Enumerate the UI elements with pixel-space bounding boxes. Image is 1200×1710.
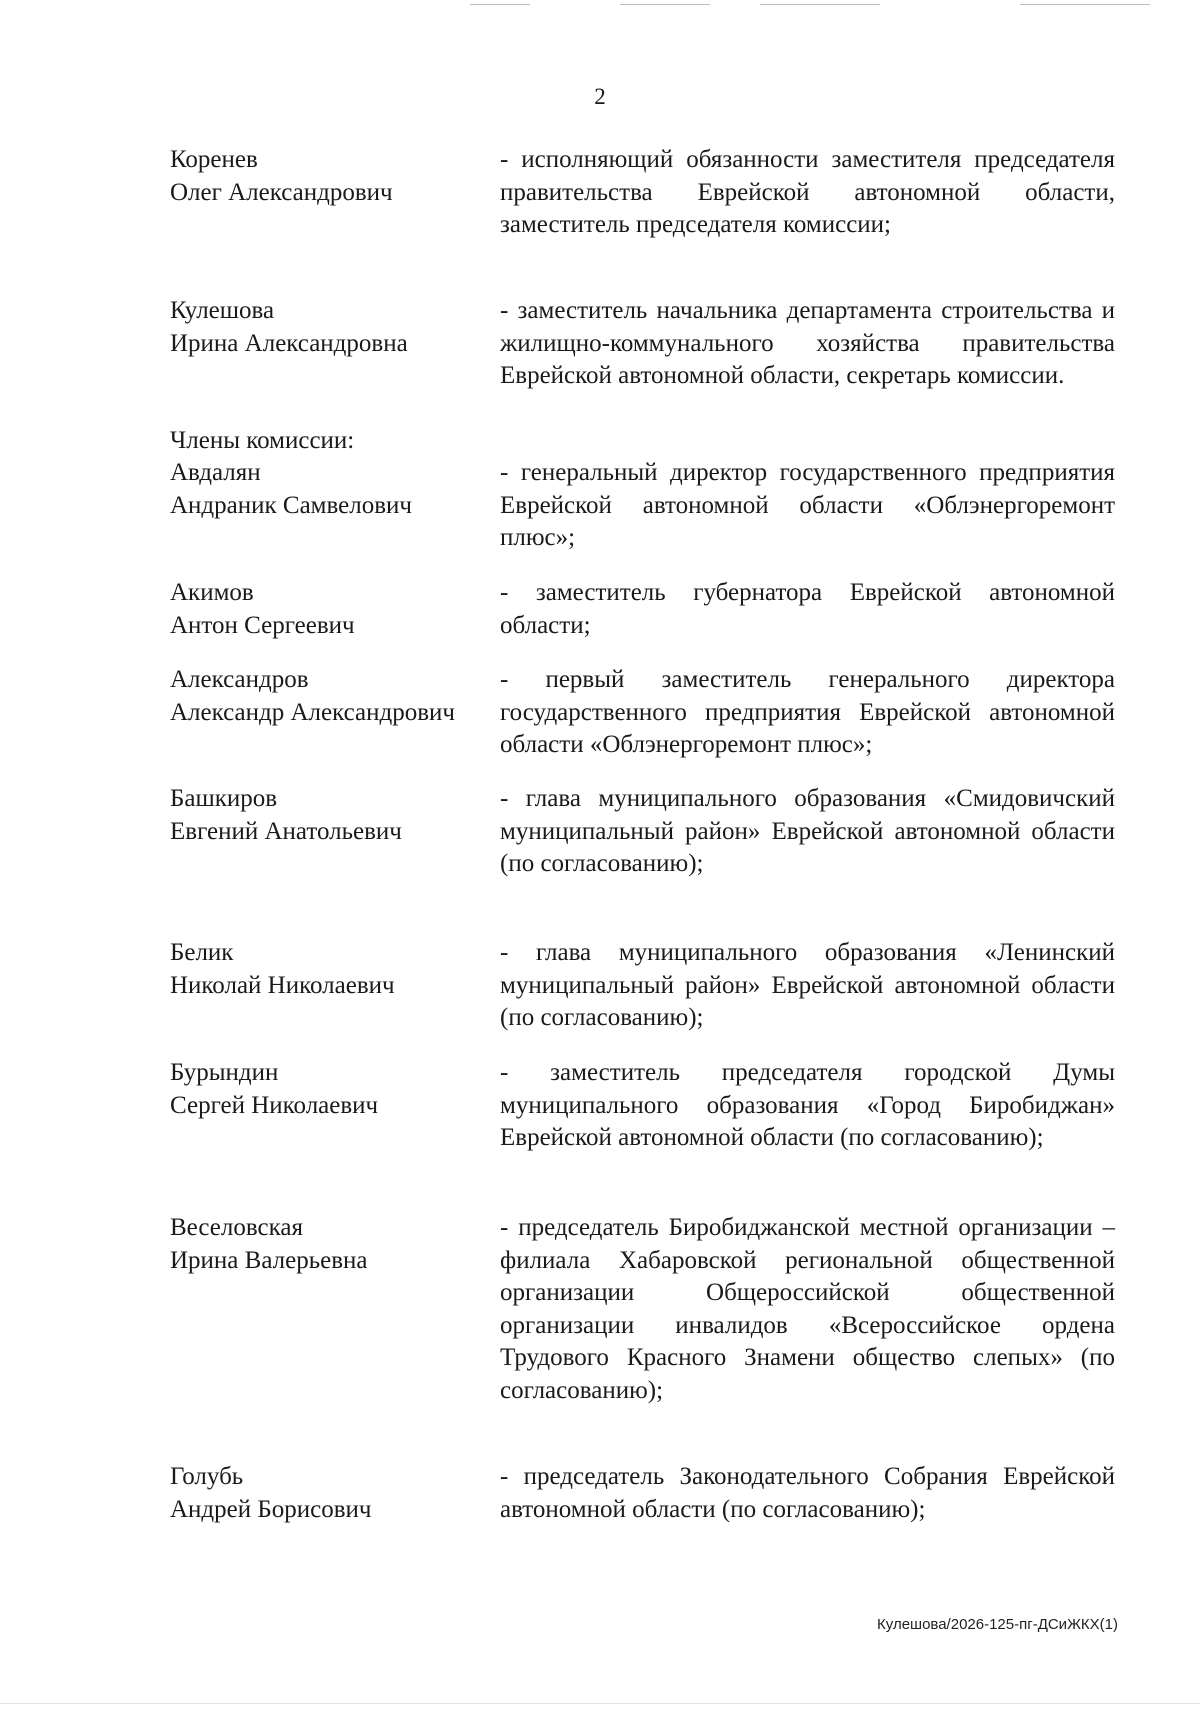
scan-artifact bbox=[1020, 4, 1150, 5]
member-name bbox=[170, 1212, 500, 1407]
member-surname: Акимов bbox=[170, 579, 254, 606]
member-surname: Авдалян bbox=[170, 459, 261, 486]
scan-artifact bbox=[760, 4, 880, 5]
member-surname: Александров bbox=[170, 666, 309, 693]
member-surname: Бурындин bbox=[170, 1059, 279, 1086]
member-role: - исполняющий обязанности заместителя председателя правительства Еврейской автономной области, заместитель председателя комиссии; bbox=[500, 146, 1115, 238]
commission-member bbox=[170, 1461, 1115, 1526]
member-surname: Кулешова bbox=[170, 297, 275, 324]
member-name bbox=[170, 664, 500, 762]
member-name bbox=[170, 937, 500, 1035]
member-given-name: Ирина Александровна bbox=[170, 329, 408, 357]
commission-member bbox=[170, 1212, 1115, 1407]
commission-member bbox=[170, 295, 1115, 393]
member-role: - заместитель председателя городской Думы муниципального образования «Город Биробиджан» Еврейской автономной области (по согласованию); bbox=[500, 1059, 1115, 1151]
member-given-name: Антон Сергеевич bbox=[170, 611, 355, 639]
commission-member bbox=[170, 783, 1115, 881]
commission-member bbox=[170, 664, 1115, 762]
commission-member bbox=[170, 937, 1115, 1035]
member-given-name: Ирина Валерьевна bbox=[170, 1246, 368, 1274]
member-given-name: Олег Александрович bbox=[170, 178, 393, 206]
page-number: 2 bbox=[594, 84, 606, 109]
member-given-name: Александр Александрович bbox=[170, 698, 455, 726]
member-given-name: Евгений Анатольевич bbox=[170, 817, 402, 845]
member-name bbox=[170, 577, 500, 642]
member-surname: Веселовская bbox=[170, 1214, 303, 1241]
scan-artifact bbox=[620, 4, 710, 5]
scan-artifact bbox=[470, 4, 530, 5]
member-surname: Башкиров bbox=[170, 785, 278, 812]
members-heading: Члены комиссии: bbox=[170, 427, 355, 454]
scan-artifact bbox=[0, 1703, 1200, 1704]
member-role: - заместитель губернатора Еврейской автономной области; bbox=[500, 579, 1115, 639]
member-given-name: Андрей Борисович bbox=[170, 1495, 372, 1523]
member-role: - первый заместитель генерального директора государственного предприятия Еврейской автономной области «Облэнергоремонт плюс»; bbox=[500, 666, 1115, 758]
member-surname: Голубь bbox=[170, 1463, 244, 1490]
member-surname: Белик bbox=[170, 939, 234, 966]
member-given-name: Сергей Николаевич bbox=[170, 1091, 379, 1119]
member-role: - председатель Законодательного Собрания Еврейской автономной области (по согласованию); bbox=[500, 1463, 1115, 1523]
member-role: - председатель Биробиджанской местной организации – филиала Хабаровской региональной общественной организации Общероссийской общественной организации инвалидов «Всероссийское ордена Трудового Красного Знамени общество слепых» (по согласованию); bbox=[500, 1214, 1115, 1404]
member-name bbox=[170, 1461, 500, 1526]
commission-member bbox=[170, 457, 1115, 555]
member-name bbox=[170, 295, 500, 393]
document-reference-code: Кулешова/2026-125-пг-ДСиЖКХ(1) bbox=[877, 1616, 1118, 1633]
member-role: - глава муниципального образования «Смидовичский муниципальный район» Еврейской автономной области (по согласованию); bbox=[500, 785, 1115, 877]
member-role: - глава муниципального образования «Ленинский муниципальный район» Еврейской автономной области (по согласованию); bbox=[500, 939, 1115, 1031]
member-name bbox=[170, 1057, 500, 1155]
member-role: - генеральный директор государственного предприятия Еврейской автономной области «Облэнергоремонт плюс»; bbox=[500, 459, 1115, 551]
member-given-name: Андраник Самвелович bbox=[170, 491, 412, 519]
commission-member bbox=[170, 144, 1115, 242]
member-name bbox=[170, 457, 500, 555]
commission-member bbox=[170, 577, 1115, 642]
commission-member bbox=[170, 1057, 1115, 1155]
member-name bbox=[170, 144, 500, 242]
member-role: - заместитель начальника департамента строительства и жилищно-коммунального хозяйства правительства Еврейской автономной области, секретарь комиссии. bbox=[500, 297, 1115, 389]
member-name bbox=[170, 783, 500, 881]
member-given-name: Николай Николаевич bbox=[170, 971, 395, 999]
member-surname: Коренев bbox=[170, 146, 258, 173]
